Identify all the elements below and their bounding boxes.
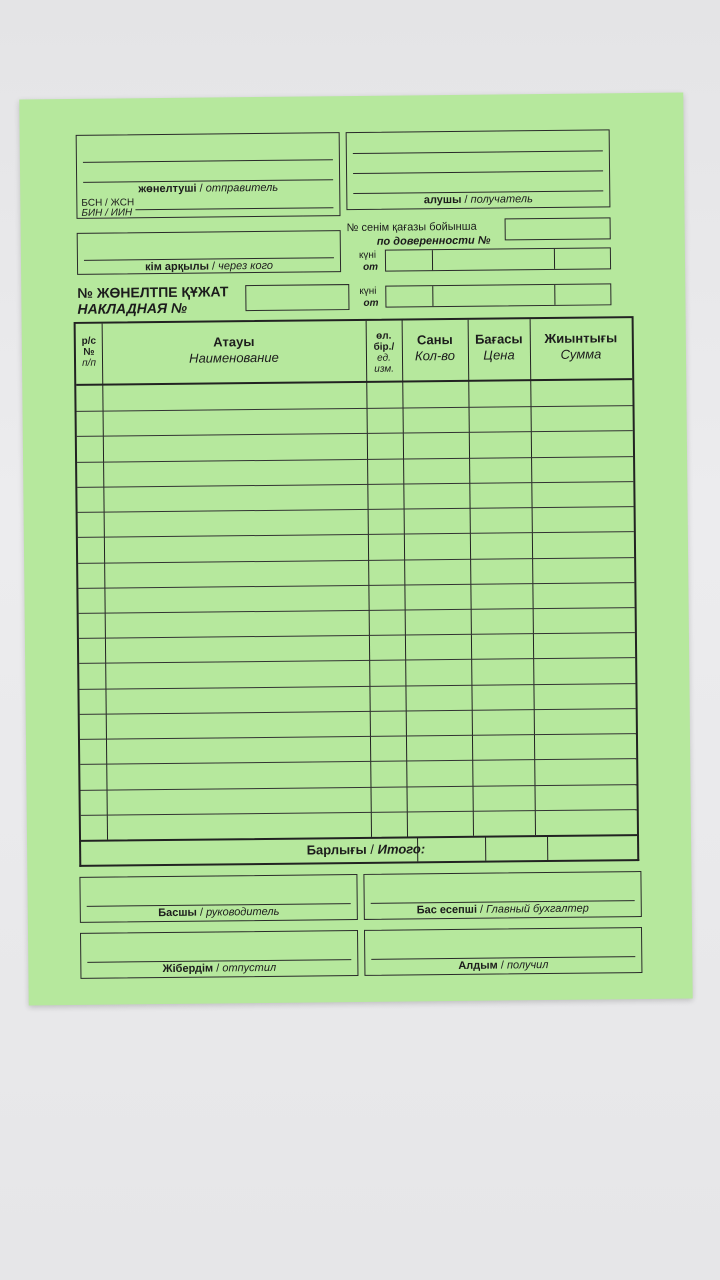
bin-label-kz: БСН / ЖСН: [81, 197, 135, 209]
col-header-unit: өл. бір./ ед. изм.: [373, 330, 395, 375]
through-label: кім арқылы / через кого: [145, 259, 274, 274]
table-row-divider: [80, 733, 636, 740]
signature-released-label: Жібердім / отпустил: [162, 961, 277, 976]
table-row-divider: [77, 405, 633, 412]
table-row-divider: [77, 456, 633, 463]
col-header-qty: Саны Кол-во: [414, 331, 456, 364]
date-label-kz-1: күні: [358, 249, 377, 261]
table-row-divider: [81, 784, 637, 791]
goods-table: [74, 316, 639, 842]
doc-number-field[interactable]: [245, 284, 349, 311]
power-label-kz: № сенім қағазы бойынша: [346, 220, 477, 235]
table-row-divider: [78, 557, 634, 564]
table-row-divider: [78, 506, 634, 513]
signature-accountant-label: Бас есепші / Главный бухгалтер: [416, 902, 589, 917]
col-header-sum: Жиынтығы Сумма: [544, 330, 618, 362]
table-row-divider: [80, 758, 636, 765]
table-row-divider: [78, 531, 634, 538]
total-label: Барлығы / Итого:: [306, 841, 426, 858]
doc-title-ru: НАКЛАДНАЯ №: [77, 299, 188, 317]
table-row-divider: [79, 607, 635, 614]
table-row-divider: [78, 582, 634, 589]
invoice-form-sheet: [19, 93, 692, 1006]
col-header-price: Бағасы Цена: [474, 331, 523, 363]
date-label-ru-2: от: [363, 297, 379, 309]
table-row-divider: [77, 431, 633, 438]
through-box: [77, 230, 341, 275]
table-row-divider: [80, 708, 636, 715]
signature-received-box[interactable]: [364, 927, 642, 976]
sender-box: [76, 132, 341, 219]
signature-head-box[interactable]: [79, 874, 357, 923]
table-row-divider: [79, 683, 635, 690]
power-label-ru: по доверенности №: [376, 234, 491, 248]
date-label-kz-2: күні: [359, 285, 377, 297]
sender-label: жөнелтуші / отправитель: [138, 181, 279, 196]
signature-received-label: Алдым / получил: [458, 959, 549, 972]
doc-title-kz: № ЖӨНЕЛТПЕ ҚҰЖАТ: [77, 283, 229, 301]
power-number-field[interactable]: [505, 217, 611, 240]
recipient-label: алушы / получатель: [423, 193, 533, 207]
bin-label-ru: БИН / ИИН: [81, 207, 133, 219]
col-header-number: р/с № п/п: [81, 335, 97, 369]
signature-head-label: Басшы / руководитель: [158, 905, 280, 920]
table-row-divider: [79, 632, 635, 639]
signature-released-box[interactable]: [80, 930, 358, 979]
table-row-divider: [81, 809, 637, 816]
total-row: [79, 835, 639, 867]
table-row-divider: [79, 658, 635, 665]
date-label-ru-1: от: [362, 261, 379, 273]
date-field-2[interactable]: [385, 283, 611, 307]
table-row-divider: [77, 481, 633, 488]
date-field-1[interactable]: [385, 247, 611, 271]
col-header-name: Атауы Наименование: [189, 334, 279, 366]
recipient-box: [346, 129, 611, 210]
signature-accountant-box[interactable]: [363, 871, 641, 920]
